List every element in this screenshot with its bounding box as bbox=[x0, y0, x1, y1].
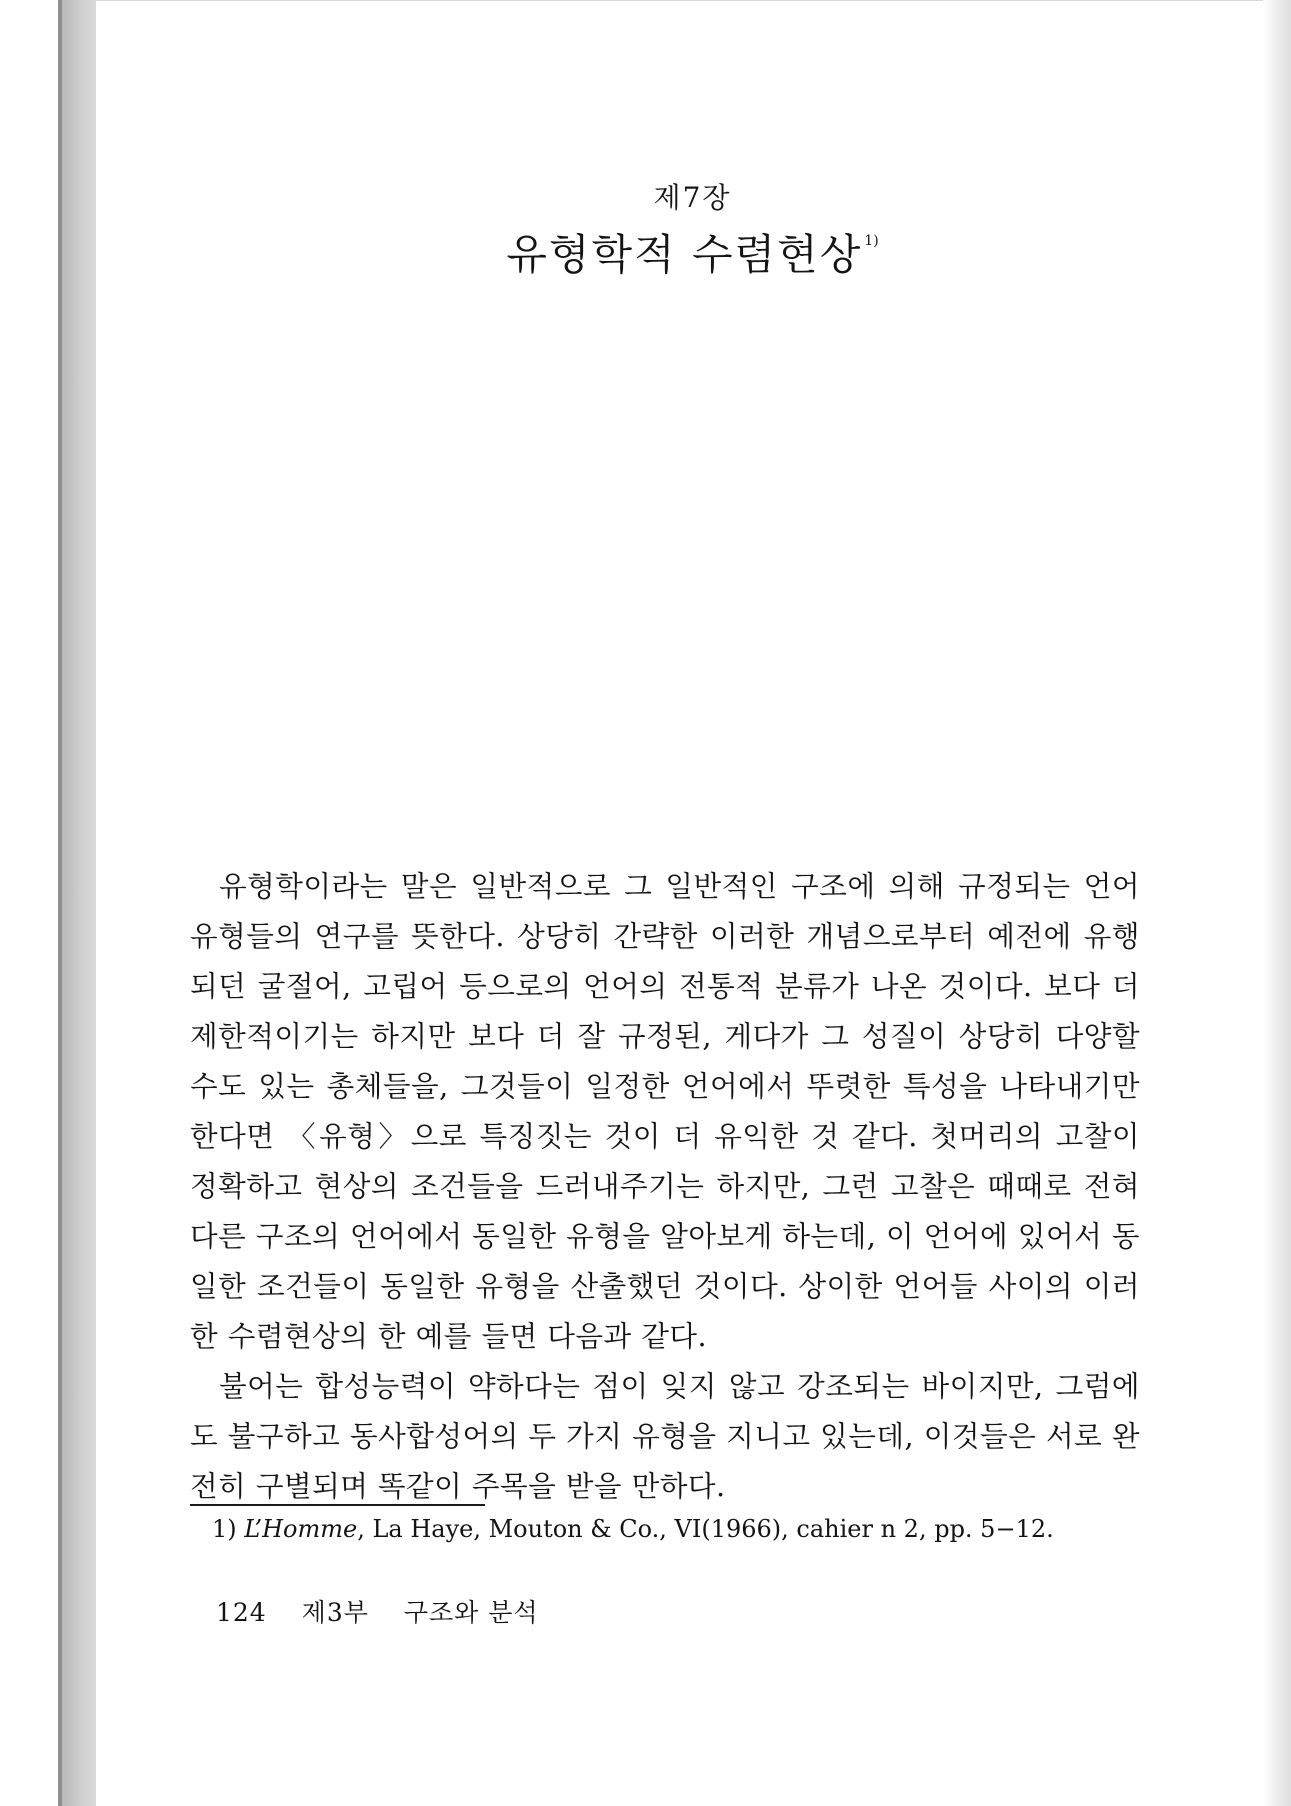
paragraph-1: 유형학이라는 말은 일반적으로 그 일반적인 구조에 의해 규정되는 언어 유형들의 연구를 뜻한다. 상당히 간략한 이러한 개념으로부터 예전에 유행되던 굴절어, 고립어 등으로의 언어의 전통적 분류가 나온 것이다. 보다 더 제한적이기는 하지만 보다 더 잘 규정된, 게다가 그 성질이 상당히 다양할 수도 있는 총체들을, 그것들이 일정한 언어에서 뚜렷한 특성을 나타내기만 한다면 〈유형〉으로 특징짓는 것이 더 유익한 것 같다. 첫머리의 고찰이 정확하고 현상의 조건들을 드러내주기는 하지만, 그런 고찰은 때때로 전혀 다른 구조의 언어에서 동일한 유형을 알아보게 하는데, 이 언어에 있어서 동일한 조건들이 동일한 유형을 산출했던 것이다. 상이한 언어들 사이의 이러한 수렴현상의 한 예를 들면 다음과 같다. bbox=[190, 869, 1140, 1353]
chapter-number: 제7장 bbox=[653, 181, 732, 214]
section-label: 구조와 분석 bbox=[403, 1598, 539, 1627]
footnote-divider bbox=[190, 1504, 485, 1506]
footnote-citation: , La Haye, Mouton & Co., VI(1966), cahier n 2, pp. 5−12. bbox=[357, 1515, 1054, 1543]
chapter-heading bbox=[96, 176, 1263, 282]
paragraph-2: 불어는 합성능력이 약하다는 점이 잊지 않고 강조되는 바이지만, 그럼에도 불구하고 동사합성어의 두 가지 유형을 지니고 있는데, 이것들은 서로 완전히 구별되며 똑같이 주목을 받을 만하다. bbox=[190, 1369, 1140, 1503]
body-text bbox=[190, 861, 1140, 1511]
running-footer bbox=[216, 1593, 565, 1629]
page-number: 124 bbox=[216, 1598, 267, 1627]
part-label: 제3부 bbox=[301, 1598, 369, 1627]
page-edge-shadow-right bbox=[1263, 0, 1291, 1806]
footnote bbox=[212, 1511, 1142, 1547]
page-edge-shadow-left bbox=[62, 0, 96, 1806]
chapter-title-text: 유형학적 수렴현상 bbox=[506, 230, 863, 279]
book-page bbox=[96, 0, 1263, 1806]
chapter-title bbox=[122, 222, 1263, 282]
footnote-marker: 1) bbox=[212, 1515, 237, 1543]
footnote-journal-title: L’Homme bbox=[244, 1515, 358, 1543]
footnote-reference: 1) bbox=[864, 233, 879, 249]
